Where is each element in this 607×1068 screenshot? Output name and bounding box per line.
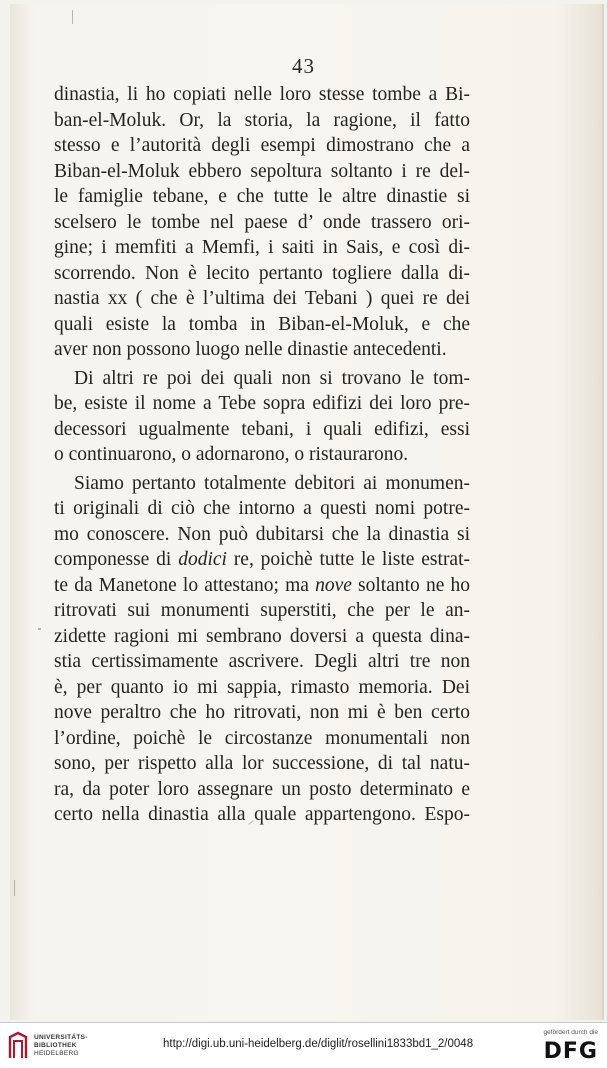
- text-line: ban-el-Moluk. Or, la storia, la ragione, il fatto: [54, 109, 470, 131]
- text-line: [54, 573, 470, 599]
- text-line: Biban-el-Moluk ebbero sepoltura soltanto i re del-: [54, 160, 470, 182]
- text-run: componesse di: [54, 549, 179, 570]
- text-line: l’ordine, poichè le circostanze monumentali non: [54, 727, 470, 749]
- binding-mark: [72, 10, 73, 24]
- text-line: ti originali di ciò che intorno a questi nomi potre-: [54, 498, 470, 519]
- text-run: te da Manetone lo attestano; ma: [54, 574, 316, 596]
- italic-word: dodici: [178, 549, 227, 570]
- text-line: nastia xx ( che è l’ultima dei Tebani ) quei re dei: [54, 288, 470, 309]
- page-number: 43: [292, 54, 315, 78]
- text-line: be, esiste il nome a Tebe sopra edifizi dei loro pre-: [54, 393, 470, 414]
- text-line: le famiglie tebane, e che tutte le altre dinastie si: [54, 186, 470, 207]
- body-text: [54, 82, 470, 828]
- viewer-footer: [0, 1022, 607, 1068]
- library-logo-icon: [7, 1031, 29, 1061]
- library-name: [34, 1034, 88, 1058]
- library-name-line: UNIVERSITÄTS-: [34, 1034, 88, 1041]
- binding-mark: [38, 628, 41, 630]
- text-run: re, poichè tutte le liste estrat-: [226, 549, 470, 570]
- binding-mark: [14, 880, 15, 896]
- library-name-line: HEIDELBERG: [34, 1050, 79, 1057]
- text-line: aver non possono luogo nelle dinastie antecedenti.: [54, 339, 447, 360]
- document-url-link[interactable]: http://digi.ub.uni-heidelberg.de/diglit/rosellini1833bd1_2/0048: [163, 1038, 474, 1050]
- text-line: quali esiste la tomba in Biban-el-Moluk, e che: [54, 313, 470, 335]
- text-line: [54, 547, 470, 573]
- text-line: Siamo pertanto totalmente debitori ai monumen-: [74, 472, 470, 494]
- text-line: stia certissimamente ascrivere. Degli altri tre non: [54, 651, 470, 672]
- text-line: sono, per rispetto alla lor successione, di tal natu-: [54, 753, 470, 774]
- text-line: nove peraltro che ho ritrovati, non mi è ben certo: [54, 702, 470, 723]
- dfg-logo: DFG: [543, 1039, 598, 1064]
- text-line: zidette ragioni mi sembrano doversi a questa dina-: [54, 625, 470, 647]
- text-line: dinastia, li ho copiati nelle loro stesse tombe a Bi-: [54, 84, 470, 105]
- text-line: scorrendo. Non è lecito pertanto togliere dalla di-: [54, 262, 470, 284]
- text-line: ritrovati sui monumenti superstiti, che per le an-: [54, 600, 470, 621]
- text-line: stesso e l’autorità degli esempi dimostrano che a: [54, 135, 470, 156]
- text-line: è, per quanto io mi sappia, rimasto memoria. Dei: [54, 676, 470, 698]
- text-run: soltanto ne ho: [351, 574, 470, 596]
- text-line: o continuarono, o adornarono, o ristaurarono.: [54, 444, 409, 465]
- sponsor-label: gefördert durch die: [543, 1029, 598, 1036]
- text-line: ra, da poter loro assegnare un posto determinato e: [54, 778, 470, 800]
- text-line: Di altri re poi dei quali non si trovano le tom-: [74, 367, 470, 389]
- text-line: gine; i memfiti a Memfi, i saiti in Sais, e così di-: [54, 237, 470, 258]
- library-name-line: BIBLIOTHEK: [34, 1042, 77, 1049]
- text-line: scelsero le tombe nel paese d’ onde trassero ori-: [54, 211, 470, 233]
- text-line: mo conoscere. Non può dubitarsi che la dinastia si: [54, 523, 470, 545]
- text-line: decessori ugualmente tebani, i quali edifizi, essi: [54, 418, 470, 440]
- text-line: certo nella dinastia alla quale appartengono. Espo-: [54, 804, 470, 825]
- italic-word: nove: [315, 574, 352, 596]
